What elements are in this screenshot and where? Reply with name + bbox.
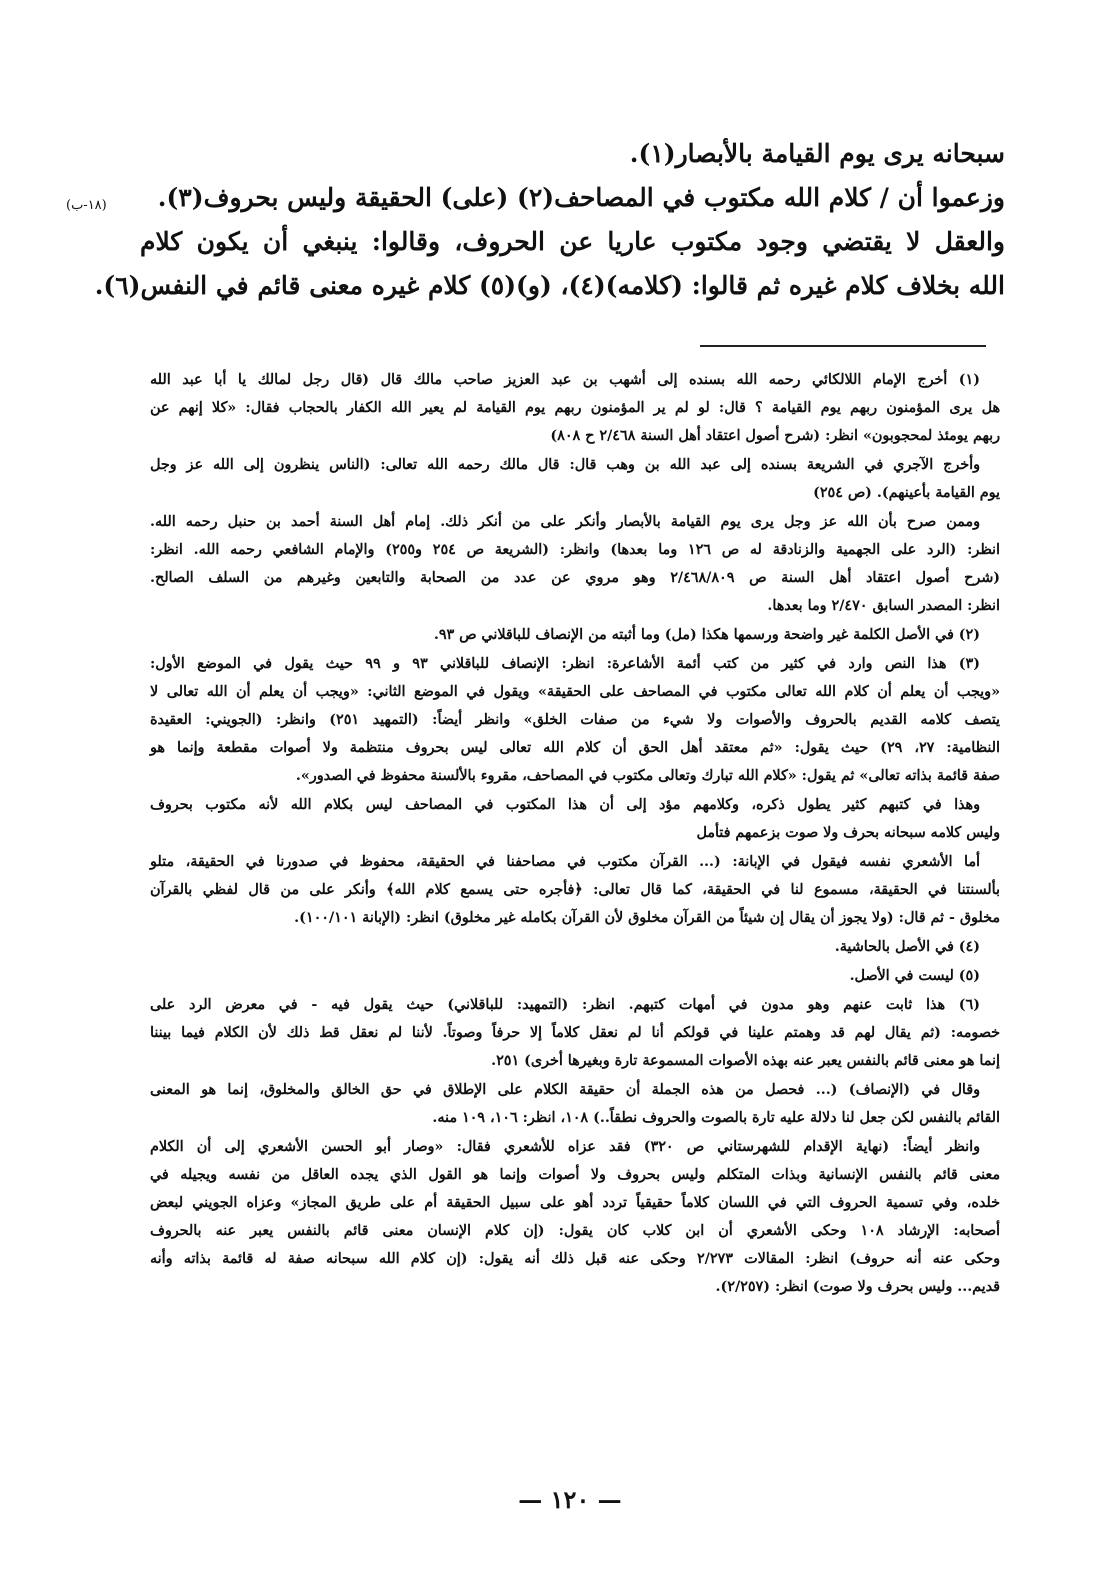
footnote-line: خصومه: (ثم يقال لهم قد وهمتم علينا في قولكم أنا لم نعقل كلاماً إلا حرفاً وصوتاً. لأننا لم نعقل قط ذلك لأن الكلام فيما بيننا	[150, 1025, 1000, 1041]
footnote-paragraph	[150, 508, 1000, 620]
footnote-line: النظامية: ٢٧، ٢٩) حيث يقول: «ثم معتقد أهل الحق أن كلام الله تعالى ليس بحروف منتظمة ولا أصوات مقطعة وإنما هو	[150, 740, 1000, 756]
main-text-line: والعقل لا يقتضي وجود مكتوب عاريا عن الحروف، وقالوا: ينبغي أن يكون كلام	[140, 227, 1005, 256]
footnote-paragraph	[150, 1133, 1000, 1301]
main-text-paragraph	[140, 176, 1005, 220]
footnote-paragraph	[150, 933, 1000, 961]
footnote-line: قديم... وليس بحرف ولا صوت) انظر: (٢/٢٥٧).	[715, 1279, 1000, 1295]
main-text-paragraph	[140, 132, 1005, 176]
footnote-line: (٤) في الأصل بالحاشية.	[834, 939, 980, 955]
footnote-line: انظر: المصدر السابق ٢/٤٧٠ وما بعدها.	[767, 598, 1000, 614]
footnote-paragraph	[150, 791, 1000, 847]
footnote-paragraph	[150, 650, 1000, 790]
footnote-line: هل يرى المؤمنون ربهم يوم القيامة ؟ قال: لو لم ير المؤمنون ربهم يوم القيامة لم يعير الله الكفار بالحجاب فقال: «كلا إنهم عن	[150, 400, 1000, 416]
footnote-line: مخلوق - ثم قال: (ولا يجوز أن يقال إن شيئاً من القرآن مخلوق لأن القرآن بكامله غير مخلوق) انظر: (الإبانة ١٠٠/١٠١).	[294, 910, 1000, 926]
footnote-paragraph	[150, 991, 1000, 1075]
footnote-line: وانظر أيضاً: (نهاية الإقدام للشهرستاني ص ٣٢٠) فقد عزاه للأشعري فقال: «وصار أبو الحسن الأشعري إلى أن الكلام	[150, 1139, 981, 1155]
footnote-line: (٢) في الأصل الكلمة غير واضحة ورسمها هكذا (مل) وما أثبته من الإنصاف للباقلاني ص ٩٣.	[433, 627, 980, 643]
footnotes	[150, 366, 1000, 1302]
footnote-line: (شرح أصول اعتقاد أهل السنة ص ٢/٤٦٨/٨٠٩ وهو مروي عن عدد من الصحابة والتابعين وغيرهم من السلف الصالح.	[150, 570, 1000, 586]
footnote-paragraph	[150, 962, 1000, 990]
footnote-line: صفة قائمة بذاته تعالى» ثم يقول: «كلام الله تبارك وتعالى مكتوب في المصاحف، مقروء بالألسنة محفوظ في الصدور».	[295, 768, 1000, 784]
manuscript-folio-note: (١٨-ب)	[66, 198, 107, 213]
footnote-line: وهذا في كتبهم كثير يطول ذكره، وكلامهم مؤد إلى أن هذا المكتوب في المصاحف ليس بكلام الله لأنه مكتوب بحروف	[150, 797, 980, 813]
footnote-line: (٦) هذا ثابت عنهم وهو مدون في أمهات كتبهم. انظر: (التمهيد: للباقلاني) حيث يقول فيه - في معرض الرد على	[150, 997, 980, 1013]
footnote-line: انظر: (الرد على الجهمية والزنادقة له ص ١٢٦ وما بعدها) وانظر: (الشريعة ص ٢٥٤ و٢٥٥) والإمام الشافعي رحمه الله. انظر:	[150, 542, 1000, 558]
footnote-line: وحكى عنه أنه حروف) انظر: المقالات ٢/٢٧٣ وحكى عنه قبل ذلك أنه يقول: (إن كلام الله سبحانه صفة له قائمة بذاته وأنه	[150, 1251, 1000, 1267]
main-text-paragraph	[94, 220, 1005, 308]
footnote-line: يتصف كلامه القديم بالحروف والأصوات ولا شيء من صفات الخلق» وانظر أيضاً: (التمهيد ٢٥١) وانظر: (الجويني: العقيدة	[150, 712, 1000, 728]
footnote-paragraph	[150, 451, 1000, 507]
footnote-line: وأخرج الآجري في الشريعة بسنده إلى عبد الله بن وهب قال: قال مالك رحمه الله تعالى: (الناس ينظرون إلى الله عز وجل	[150, 457, 980, 473]
footnote-line: بألسنتنا في الحقيقة، مسموع لنا في الحقيقة، كما قال تعالى: ﴿فأجره حتى يسمع كلام الله﴾ وأنكر على من قال لفظي بالقرآن	[150, 882, 1000, 898]
page-number: — ١٢٠ —	[518, 1485, 622, 1514]
footnote-line: معنى قائم بالنفس الإنسانية وبذات المتكلم وليس بحروف ولا أصوات وإنما هو القول الذي يجده العاقل من نفسه ويجيله في	[150, 1167, 1000, 1183]
main-text-line: الله بخلاف كلام غيره ثم قالوا: (كلامه)(٤)، (و)(٥) كلام غيره معنى قائم في النفس(٦).	[94, 271, 1005, 300]
main-text	[94, 132, 1005, 308]
footnote-line: أما الأشعري نفسه فيقول في الإبانة: (... القرآن مكتوب في مصاحفنا في الحقيقة، محفوظ في صدورنا في الحقيقة، متلو	[150, 854, 980, 870]
footnote-line: ربهم يومئذ لمحجوبون» انظر: (شرح أصول اعتقاد أهل السنة ٢/٤٦٨ ح ٨٠٨)	[550, 428, 1000, 444]
footnote-line: (٣) هذا النص وارد في كثير من كتب أئمة الأشاعرة: انظر: الإنصاف للباقلاني ٩٣ و ٩٩ حيث يقول في الموضع الأول:	[150, 656, 980, 672]
footnote-line: إنما هو معنى قائم بالنفس يعبر عنه بهذه الأصوات المسموعة تارة وبغيرها أخرى) ٢٥١.	[491, 1053, 1000, 1069]
footnote-line: وليس كلامه سبحانه بحرف ولا صوت بزعمهم فتأمل	[696, 825, 1000, 841]
footnote-paragraph	[150, 848, 1000, 932]
footnote-paragraph	[150, 366, 1000, 450]
footnote-line: (٥) ليست في الأصل.	[849, 968, 980, 984]
footnote-paragraph	[150, 621, 1000, 649]
footnote-line: يوم القيامة بأعينهم). (ص ٢٥٤)	[813, 485, 1000, 501]
main-text-line: سبحانه يرى يوم القيامة بالأبصار(١).	[629, 139, 1005, 168]
footnote-separator	[700, 345, 986, 347]
footnote-line: «ويجب أن يعلم أن كلام الله تعالى مكتوب في المصاحف على الحقيقة» ويقول في الموضع الثاني: «ويجب أن يعلم أن الله تعالى لا	[150, 684, 1000, 700]
footnote-line: وممن صرح بأن الله عز وجل يرى يوم القيامة بالأبصار وأنكر على من أنكر ذلك. إمام أهل السنة أحمد بن حنبل رحمه الله.	[150, 514, 980, 530]
footnote-line: القائم بالنفس لكن جعل لنا دلالة عليه تارة بالصوت والحروف نطقاً..) ١٠٨، انظر: ١٠٦، ١٠٩ منه.	[432, 1110, 1000, 1126]
footnote-line: (١) أخرج الإمام اللالكائي رحمه الله بسنده إلى أشهب بن عبد العزيز صاحب مالك قال (قال رجل لمالك يا أبا عبد الله	[150, 372, 980, 388]
footnote-paragraph	[150, 1076, 1000, 1132]
footnote-line: خلده، وفي تسمية الحروف التي في اللسان كلاماً حقيقياً تردد أهو على سبيل الحقيقة أم على طريق المجاز» وعزاه الجويني لبعض	[150, 1195, 1000, 1211]
footnote-line: أصحابه: الإرشاد ١٠٨ وحكى الأشعري أن ابن كلاب كان يقول: (إن كلام الإنسان معنى قائم بالنفس يعبر عنه بالحروف	[150, 1223, 1000, 1239]
main-text-line: وزعموا أن / كلام الله مكتوب في المصاحف(٢) (على) الحقيقة وليس بحروف(٣).	[157, 183, 1005, 212]
footnote-line: وقال في (الإنصاف) (... فحصل من هذه الجملة أن حقيقة الكلام على الإطلاق في حق الخالق والمخلوق، إنما هو المعنى	[150, 1082, 980, 1098]
